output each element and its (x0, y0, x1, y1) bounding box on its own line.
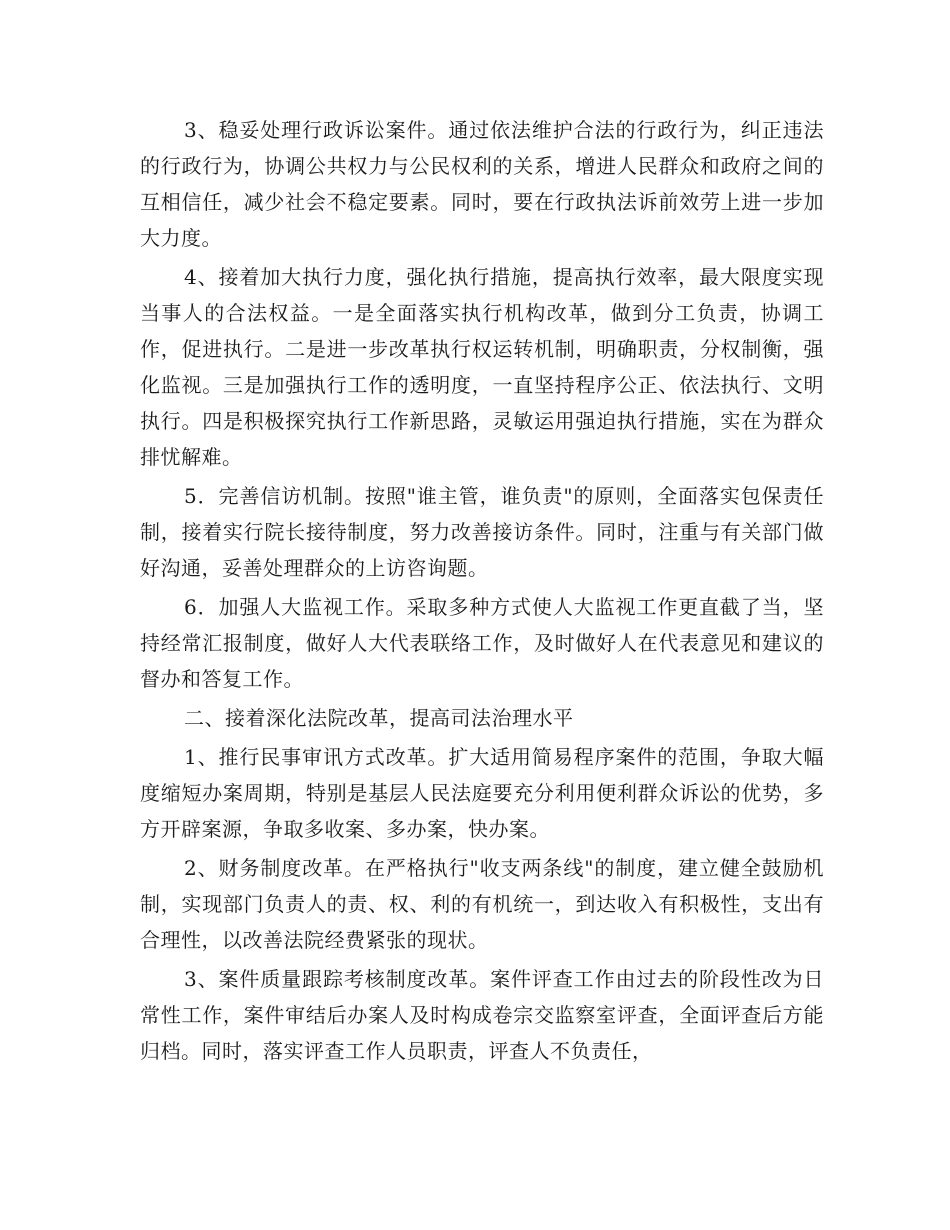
paragraph-finance-reform: 2、财务制度改革。在严格执行"收支两条线"的制度，建立健全鼓励机制，实现部门负责人的责、权、利的有机统一，到达收入有积极性，支出有合理性，以改善法院经费紧张的现状。 (140, 856, 824, 952)
paragraph-case-quality-reform: 3、案件质量跟踪考核制度改革。案件评查工作由过去的阶段性改为日常性工作，案件审结后办案人及时构成卷宗交监察室评查，全面评查后方能归档。同时，落实评查工作人员职责，评查人不负责任， (140, 967, 824, 1063)
paragraph-npc-supervision: 6．加强人大监视工作。采取多种方式使人大监视工作更直截了当，坚持经常汇报制度，做好人大代表联络工作，及时做好人在代表意见和建议的督办和答复工作。 (140, 595, 824, 691)
document-page (140, 112, 824, 1072)
paragraph-enforcement: 4、接着加大执行力度，强化执行措施，提高执行效率，最大限度实现当事人的合法权益。一是全面落实执行机构改革，做到分工负责，协调工作，促进执行。二是进一步改革执行权运转机制，明确职责，分权制衡，强化监视。三是加强执行工作的透明度，一直坚持程序公正、依法执行、文明执行。四是积极探究执行工作新思路，灵敏运用强迫执行措施，实在为群众排忧解难。 (140, 265, 824, 469)
paragraph-civil-trial-reform: 1、推行民事审讯方式改革。扩大适用简易程序案件的范围，争取大幅度缩短办案周期，特别是基层人民法庭要充分利用便利群众诉讼的优势，多方开辟案源，争取多收案、多办案，快办案。 (140, 745, 824, 841)
paragraph-admin-litigation: 3、稳妥处理行政诉讼案件。通过依法维护合法的行政行为，纠正违法的行政行为，协调公共权力与公民权利的关系，增进人民群众和政府之间的互相信任，减少社会不稳定要素。同时，要在行政执法诉前效劳上进一步加大力度。 (140, 118, 824, 250)
paragraph-petition-mechanism: 5．完善信访机制。按照"谁主管，谁负责"的原则，全面落实包保责任制，接着实行院长接待制度，努力改善接访条件。同时，注重与有关部门做好沟通，妥善处理群众的上访咨询题。 (140, 484, 824, 580)
section-heading-court-reform: 二、接着深化法院改革，提高司法治理水平 (184, 706, 574, 730)
